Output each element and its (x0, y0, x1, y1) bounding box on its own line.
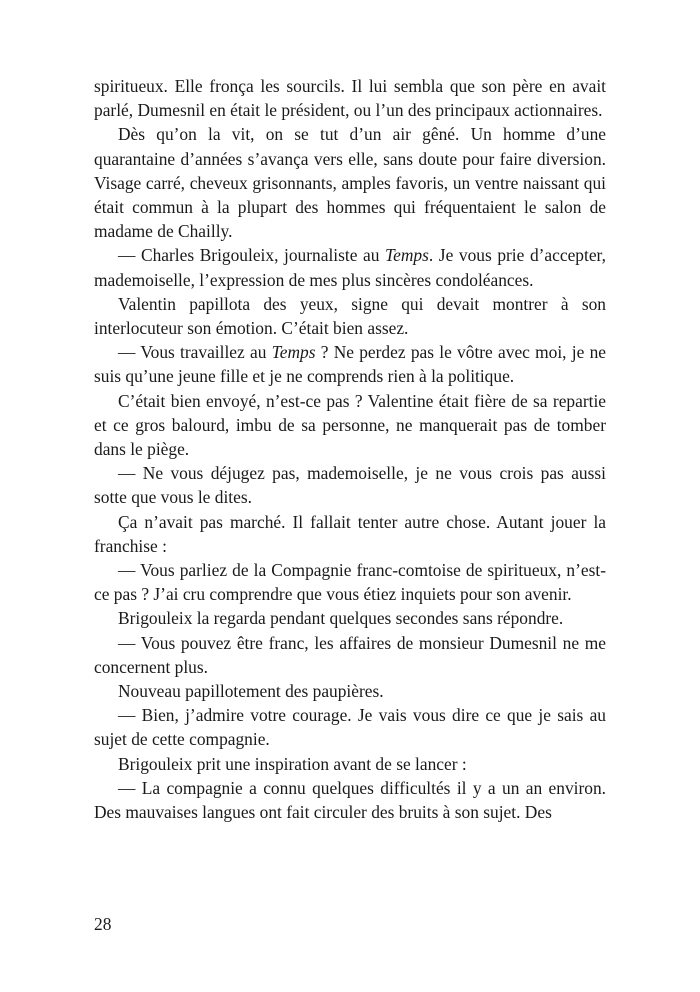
page-text (94, 74, 606, 824)
newspaper-title-temps: Temps (385, 245, 429, 266)
paragraph-13: — Bien, j’admire votre courage. Je vais vous dire ce que je sais au sujet de cette compagnie. (94, 705, 606, 750)
paragraph-3-text-before: — Charles Brigouleix, journaliste au (118, 245, 386, 266)
paragraph-2: Dès qu’on la vit, on se tut d’un air gêné. Un homme d’une quarantaine d’années s’avança vers elle, sans doute pour faire diversion. Visage carré, cheveux grisonnants, amples favoris, un ventre naissant qui était commun à la plupart des hommes qui fréquentaient le salon de madame de Chailly. (94, 124, 606, 242)
paragraph-1: spiritueux. Elle fronça les sourcils. Il lui sembla que son père en avait parlé, Dumesnil en était le président, ou l’un des principaux actionnaires. (94, 76, 606, 121)
paragraph-3-text-after: . Je vous prie d’accepter, mademoiselle, l’expression de mes plus sincères condoléances. (94, 245, 606, 290)
paragraph-15: — La compagnie a connu quelques difficultés il y a un an environ. Des mauvaises langues ont fait circuler des bruits à son sujet. Des (94, 777, 606, 823)
newspaper-title-temps: Temps (271, 342, 316, 363)
paragraph-3 (94, 243, 606, 291)
paragraph-14: Brigouleix prit une inspiration avant de se lancer : (118, 753, 467, 774)
paragraph-9: — Vous parliez de la Compagnie franc-comtoise de spiritueux, n’est-ce pas ? J’ai cru comprendre que vous étiez inquiets pour son avenir. (94, 560, 606, 605)
paragraph-11: — Vous pouvez être franc, les affaires de monsieur Dumesnil ne me concernent plus. (94, 632, 606, 677)
paragraph-5 (94, 340, 606, 388)
paragraph-12: Nouveau papillotement des paupières. (118, 681, 384, 702)
page-number: 28 (94, 914, 112, 934)
paragraph-10: Brigouleix la regarda pendant quelques secondes sans répondre. (118, 608, 564, 629)
paragraph-5-text-after: ? Ne perdez pas le vôtre avec moi, je ne suis qu’une jeune fille et je ne comprends rien à la politique. (94, 342, 606, 387)
paragraph-5-text-before: — Vous travaillez au (118, 342, 272, 363)
paragraph-7: — Ne vous déjugez pas, mademoiselle, je ne vous crois pas aussi sotte que vous le dites. (94, 463, 606, 508)
paragraph-4: Valentin papillota des yeux, signe qui devait montrer à son interlocuteur son émotion. C’était bien assez. (94, 293, 606, 339)
paragraph-8: Ça n’avait pas marché. Il fallait tenter autre chose. Autant jouer la franchise : (94, 511, 606, 556)
paragraph-6: C’était bien envoyé, n’est-ce pas ? Valentine était fière de sa repartie et ce gros balourd, imbu de sa personne, ne manquerait pas de tomber dans le piège. (94, 390, 606, 460)
